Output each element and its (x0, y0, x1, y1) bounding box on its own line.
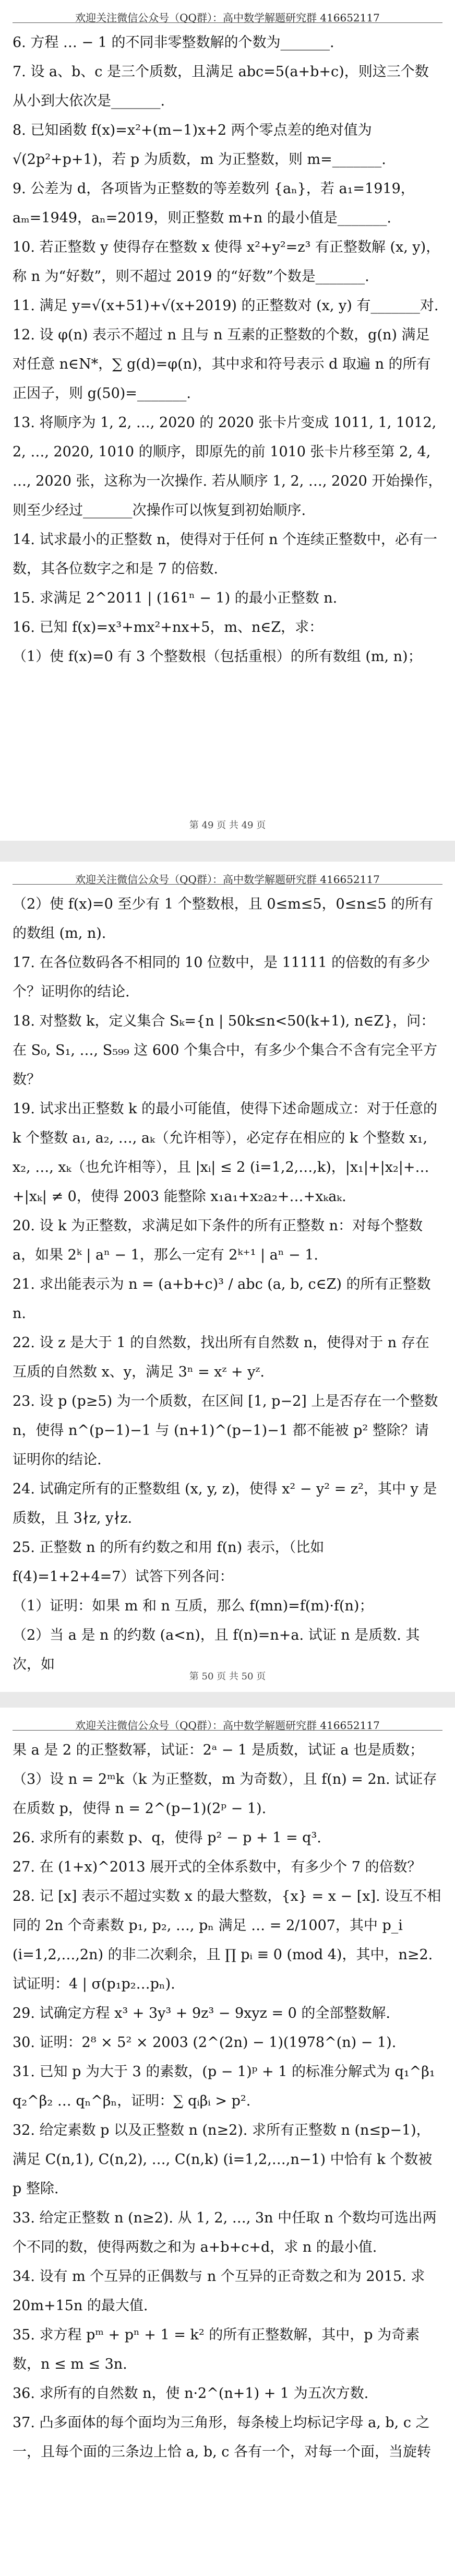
problem-text: 18. 对整数 k，定义集合 Sₖ={n | 50k≤n<50(k+1), n∈Z}，问：在 S₀, S₁, …, S₅₉₉ 这 600 个集合中，有多少个集合不含有完全平方数？ (13, 1013, 437, 1088)
page-header: 欢迎关注微信公众号（QQ群）：高中数学解题研究群 416652117 (13, 0, 442, 23)
problem-text: 31. 已知 p 为大于 3 的素数，(p − 1)ᵖ + 1 的标准分解式为 q₁^β₁ q₂^β₂ … qₙ^βₙ，证明：∑ qᵢβᵢ > p². (13, 2064, 435, 2109)
problem-text: 29. 试确定方程 x³ + 3y³ + 9z³ − 9xyz = 0 的全部整数解. (13, 2005, 391, 2021)
problem-text: 19. 试求出正整数 k 的最小可能值，使得下述命题成立：对于任意的 k 个整数 a₁, a₂, …, aₖ（允许相等），必定存在相应的 k 个整数 x₁, x₂, …, xₖ（也允许相等），且 |xᵢ| ≤ 2 (i=1,2,…,k)，|x₁|+|x₂|+…+|xₖ| ≠ 0，使得 2003 能整除 x₁a₁+x₂a₂+…+xₖaₖ. (13, 1101, 438, 1205)
problem-text: 35. 求方程 pᵐ + pⁿ + 1 = k² 的所有正整数解，其中，p 为奇素数，n ≤ m ≤ 3n. (13, 2327, 420, 2372)
problem-text: 15. 求满足 2^2011 | (161ⁿ − 1) 的最小正整数 n. (13, 590, 338, 606)
problem-text: 33. 给定正整数 n (n≥2). 从 1, 2, …, 3n 中任取 n 个数均可选出两个不同的数，使得两数之和为 a+b+c+d，求 n 的最小值. (13, 2210, 437, 2255)
problem-text: 10. 若正整数 y 使得存在整数 x 使得 x²+y²=z³ 有正整数解 (x, y)，称 n 为“好数”，则不超过 2019 的“好数”个数是_______. (13, 239, 440, 285)
problem-text: 14. 试求最小的正整数 n，使得对于任何 n 个连续正整数中，必有一数，其各位数字之和是 7 的倍数. (13, 532, 438, 577)
page-body (13, 23, 442, 672)
problem-text: 8. 已知函数 f(x)=x²+(m−1)x+2 两个零点差的绝对值为 √(2p²+p+1)，若 p 为质数，m 为正整数，则 m=_______. (13, 122, 386, 168)
problem-text: 21. 求出能表示为 n = (a+b+c)³ / abc (a, b, c∈Z) 的所有正整数 n. (13, 1276, 431, 1322)
problem-text: （2）使 f(x)=0 至少有 1 个整数根，且 0≤m≤5，0≤n≤5 的所有的数组 (m, n). (13, 896, 434, 942)
problem-text: 11. 满足 y=√(x+51)+√(x+2019) 的正整数对 (x, y) 有_______对. (13, 298, 439, 314)
document-page (0, 1708, 455, 2576)
problem-text: 30. 证明：2⁸ × 5² × 2003 (2^(2n) − 1)(1978^(n) − 1). (13, 2034, 397, 2051)
problem-text: 20. 设 k 为正整数，求满足如下条件的所有正整数 n：对每个整数 a，如果 2ᵏ | aⁿ − 1，那么一定有 2ᵏ⁺¹ | aⁿ − 1. (13, 1218, 423, 1263)
document-page (0, 862, 455, 1692)
document-page (0, 0, 455, 841)
problem-text: 9. 公差为 d，各项皆为正整数的等差数列 {aₙ}，若 a₁=1919，aₘ=1949，aₙ=2019，则正整数 m+n 的最小值是_______. (13, 181, 415, 226)
problem-text: 27. 在 (1+x)^2013 展开式的全体系数中，有多少个 7 的倍数？ (13, 1859, 422, 1875)
page-header: 欢迎关注微信公众号（QQ群）：高中数学解题研究群 416652117 (13, 1708, 442, 1731)
page-body (13, 885, 442, 1679)
page-footer: 第 49 页 共 49 页 (189, 820, 266, 831)
problem-text: 16. 已知 f(x)=x³+mx²+nx+5，m、n∈Z，求： (13, 619, 324, 636)
problem-text: 13. 将顺序为 1, 2, …, 2020 的 2020 张卡片变成 1011, 1, 1012, 2, …, 2020, 1010 的顺序，即原先的前 1010 张卡片移至第 2, 4, …, 2020 张，这称为一次操作. 若从顺序 1, 2, …, 2020 开始操作，则至少经过_______次操作可以恢复到初始顺序. (13, 415, 442, 519)
problem-text: 37. 凸多面体的每个面均为三角形，每条棱上均标记字母 a, b, c 之一，且每个面的三条边上恰 a, b, c 各有一个，对每一个面，当旋转 (13, 2415, 431, 2460)
problem-text: 34. 设有 m 个互异的正偶数与 n 个互异的正奇数之和为 2015. 求 20m+15n 的最大值. (13, 2268, 425, 2314)
page-body (13, 1731, 442, 2467)
problem-text: 12. 设 φ(n) 表示不超过 n 且与 n 互素的正整数的个数，g(n) 满足对任意 n∈N*，∑ g(d)=φ(n)，其中求和符号表示 d 取遍 n 的所有正因子，则 g(50)=_______. (13, 327, 431, 402)
problem-text: 24. 试确定所有的正整数组 (x, y, z)，使得 x² − y² = z²，其中 y 是质数，且 3∤z, y∤z. (13, 1481, 437, 1526)
problem-text: （1）证明：如果 m 和 n 互质，那么 f(mn)=f(m)·f(n)； (13, 1598, 374, 1614)
problem-text: （3）设 n = 2ᵐk（k 为正整数，m 为奇数），且 f(n) = 2n. 试证存在质数 p，使得 n = 2^(p−1)(2ᵖ − 1). (13, 1771, 437, 1817)
problem-text: 36. 求所有的自然数 n，使 n·2^(n+1) + 1 为五次方数. (13, 2385, 369, 2402)
problem-text: 32. 给定素数 p 以及正整数 n (n≥2). 求所有正整数 n (n≤p−1)，满足 C(n,1), C(n,2), …, C(n,k) (i=1,2,…,n−1) 中恰有 k 个数被 p 整除. (13, 2122, 433, 2197)
problem-text: 22. 设 z 是大于 1 的自然数，找出所有自然数 n，使得对于 n 存在互质的自然数 x、y，满足 3ⁿ = xᶻ + yᶻ. (13, 1335, 429, 1380)
problem-text: 28. 记 [x] 表示不超过实数 x 的最大整数，{x} = x − [x]. 设互不相同的 2n 个奇素数 p₁, p₂, …, pₙ 满足 … = 2/1007，其中 p_i (i=1,2,…,2n) 的非二次剩余，且 ∏ pᵢ ≡ 0 (mod 4)，其中，n≥2. 试证明：4 | σ(p₁p₂…pₙ). (13, 1888, 441, 1992)
problem-text: 17. 在各位数码各不相同的 10 位数中，是 11111 的倍数的有多少个？证明你的结论. (13, 955, 430, 1000)
problem-text: 25. 正整数 n 的所有约数之和用 f(n) 表示，（比如 f(4)=1+2+4=7）试答下列各问： (13, 1539, 325, 1585)
problem-text: 23. 设 p (p≥5) 为一个质数，在区间 [1, p−2] 上是否存在一个整数 n，使得 n^(p−1)−1 与 (n+1)^(p−1)−1 都不能被 p² 整除？请证明你的结论. (13, 1393, 438, 1468)
problem-text: 果 a 是 2 的正整数幂，试证：2ᵃ − 1 是质数，试证 a 也是质数； (13, 1742, 424, 1758)
problem-text: 6. 方程 … − 1 的不同非零整数解的个数为_______. (13, 34, 334, 51)
problem-text: 26. 求所有的素数 p、q，使得 p² − p + 1 = q³. (13, 1830, 321, 1846)
page-footer: 第 50 页 共 50 页 (189, 1671, 266, 1682)
problem-text: （1）使 f(x)=0 有 3 个整数根（包括重根）的所有数组 (m, n)； (13, 649, 422, 665)
problem-text: （2）当 a 是 n 的约数 (a<n)，且 f(n)=n+a. 试证 n 是质数. 其次，如 (13, 1627, 420, 1673)
problem-text: 7. 设 a、b、c 是三个质数，且满足 abc=5(a+b+c)，则这三个数从小到大依次是_______. (13, 64, 429, 109)
page-header: 欢迎关注微信公众号（QQ群）：高中数学解题研究群 416652117 (13, 862, 442, 885)
